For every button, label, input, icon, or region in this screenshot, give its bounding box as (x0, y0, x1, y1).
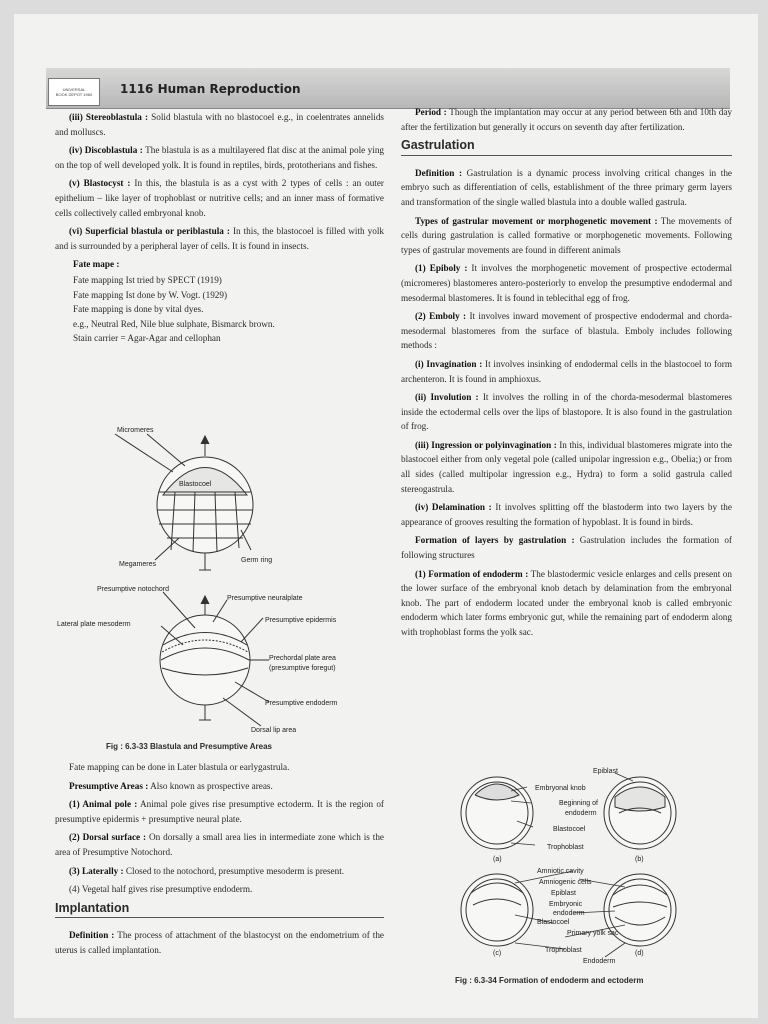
paragraph: (2) Dorsal surface : On dorsally a small area lies in intermediate zone which is the area of Presumptive Notochord. (55, 832, 385, 857)
paragraph: (4) Vegetal half gives rise presumptive endoderm. (69, 884, 253, 895)
fate-line: e.g., Neutral Red, Nile blue sulphate, Bismarck brown. (73, 318, 275, 329)
label-b: (b) (635, 856, 644, 863)
label-dorsal-lip: Dorsal lip area (251, 727, 297, 734)
paragraph: (iii) Stereoblastula : Solid blastula with no blastocoel e.g., in coelentrates annelids and molluscs. (55, 112, 384, 137)
label-epidermis: Presumptive epidermis (265, 617, 337, 624)
label-d: (d) (635, 950, 644, 957)
paragraph: (iv) Delamination : It involves splitting off the blastoderm into two layers by the appearance of grooves resulting the formation of hypoblast. It is found in birds. (401, 502, 732, 527)
publisher-logo: UNIVERSAL BOOK DEPOT 1960 (48, 78, 100, 106)
label-prechordal: Prechordal plate area (269, 655, 336, 662)
left-column-lower (55, 760, 384, 962)
label-foregut: (presumptive foregut) (269, 665, 336, 672)
label-c: (c) (493, 950, 502, 957)
label-endoderm: endoderm (565, 810, 597, 817)
paragraph: (1) Animal pole : Animal pole gives rise presumptive ectoderm. It is the region of presumptive epidermis + presumptive neural plate. (55, 799, 384, 824)
figure-caption: Fig : 6.3-33 Blastula and Presumptive Areas (106, 742, 272, 751)
label-germ-ring: Germ ring (241, 557, 273, 564)
label-amniotic: Amniotic cavity (537, 868, 584, 875)
page-title: 1116 Human Reproduction (120, 82, 301, 96)
paragraph: (i) Invagination : It involves insinking of endodermal cells in the blastocoel to form archenteron. It is found in amphioxus. (401, 358, 732, 384)
section-heading: Gastrulation (401, 138, 732, 156)
paragraph: Presumptive Areas : Also known as prospective areas. (69, 780, 273, 791)
paragraph: Definition : Gastrulation is a dynamic process involving critical changes in the embryo such as differentiation of cells, establishment of the three primary germ layers and transformation of the single walled blastula into a double walled gastrula. (401, 167, 732, 207)
paragraph: (3) Laterally : Closed to the notochord, presumptive mesoderm is present. (69, 865, 345, 876)
left-column (55, 110, 384, 346)
label-micromeres: Micromeres (117, 427, 154, 434)
label-trophoblast-2: Trophoblast (545, 947, 582, 954)
right-column (401, 105, 732, 644)
label-endoderm-3: Endoderm (583, 958, 616, 965)
figure-caption: Fig : 6.3-34 Formation of endoderm and ectoderm (455, 976, 644, 985)
label-blastocoel: Blastocoel (553, 826, 586, 833)
label-embryonal-knob: Embryonal knob (535, 785, 586, 792)
label-blastocoel: Blastocoel (179, 481, 212, 488)
label-blastocoel-2: Blastocoel (537, 919, 570, 926)
paragraph: Period : Though the implantation may occur at any period between 6th and 10th day after the fertilization but generally it occurs on seventh day after fertilization. (401, 107, 732, 132)
label-yolk-sac: Primary yolk sac (567, 930, 619, 937)
label-beginning: Beginning of (559, 800, 598, 807)
paragraph: Formation of layers by gastrulation : Gastrulation includes the formation of following structures (401, 535, 732, 561)
paragraph: (v) Blastocyst : In this, the blastula is as a cyst with 2 types of cells : an outer epithelium – like layer of trophoblast or nutritive cells; and an inner mass of formative cells collectively called embryonal knob. (55, 178, 384, 218)
paragraph: Types of gastrular movement or morphogenetic movement : The movements of cells during gastrulation is called formative or morphogenetic movements. Following types of gastrular movements are found in different animals (401, 215, 732, 255)
endoderm-figure (455, 765, 725, 970)
label-a: (a) (493, 856, 502, 863)
label-neuralplate: Presumptive neuralplate (227, 595, 303, 602)
paragraph: (ii) Involution : It involves the rolling in of the chorda-mesodermal blastomeres inside the ectodermal cells over the lips of blastopore. It is also found in the gastrulation of frog. (401, 392, 732, 432)
fate-line: Stain carrier = Agar-Agar and cellophan (73, 333, 221, 344)
label-lateral-plate: Lateral plate mesoderm (57, 621, 131, 628)
label-embryonic: Embryonic (549, 901, 583, 908)
label-endoderm-2: endoderm (553, 910, 585, 917)
paragraph: (1) Epiboly : It involves the morphogenetic movement of prospective ectodermal (micromeres) blastomeres antero-posteriorly to envelop the presumptive endodermal and mesodermal blastomeres. It is found in teblecithal egg of frog. (401, 263, 733, 303)
paragraph: (iii) Ingression or polyinvagination : In this, individual blastomeres migrate into the blastocoel either from only vegetal pole (called unipolar ingression e.g., Obelia;) or from all sides (called multipolar ingression e.g., Hydra) to form a solid gastrula called stereogastrula. (401, 439, 732, 494)
paragraph: Fate mapping can be done in Later blastula or earlygastrula. (69, 762, 290, 772)
blastula-figure (55, 420, 385, 740)
paragraph: (vi) Superficial blastula or periblastula : In this, the blastocoel is filled with yolk and is surrounded by a peripheral layer of cells. It is found in insects. (55, 226, 384, 251)
paragraph: (iv) Discoblastula : The blastula is as a multilayered flat disc at the animal pole ying on the top of well developed yolk. It is found in reptiles, birds, prototherians and fishes. (55, 145, 385, 170)
label-notochord: Presumptive notochord (97, 586, 169, 593)
label-trophoblast: Trophoblast (547, 844, 584, 851)
label-endoderm: Presumptive endoderm (265, 700, 338, 707)
fate-line: Fate mapping is done by vital dyes. (73, 304, 204, 315)
paragraph: (2) Emboly : It involves inward movement of prospective endodermal and chorda-mesodermal blastomeres from the surface of blastula. Emboly includes following methods : (401, 311, 732, 351)
label-megameres: Megameres (119, 561, 156, 568)
label-amniogenic: Amniogenic cells (539, 879, 592, 886)
label-epiblast: Epiblast (593, 768, 618, 775)
section-heading: Implantation (55, 901, 384, 919)
fate-heading: Fate mape : (73, 259, 120, 270)
label-epiblast-2: Epiblast (551, 890, 576, 897)
paragraph: Definition : The process of attachment of the blastocyst on the endometrium of the uterus is called implantation. (55, 930, 384, 955)
fate-line: Fate mapping Ist done by W. Vogt. (1929) (73, 289, 228, 300)
paragraph: (1) Formation of endoderm : The blastodermic vesicle enlarges and cells present on the lower surface of the embryonal knob detach by delamination from the embryonal knob. The part of endoderm located under the embryonal knob is called embryonic endoderm which later forms embryonic gut, while the remaining part of endoderm along with trophoblast forms the yolk sac. (401, 568, 732, 637)
fate-line: Fate mapping Ist tried by SPECT (1919) (73, 274, 222, 285)
